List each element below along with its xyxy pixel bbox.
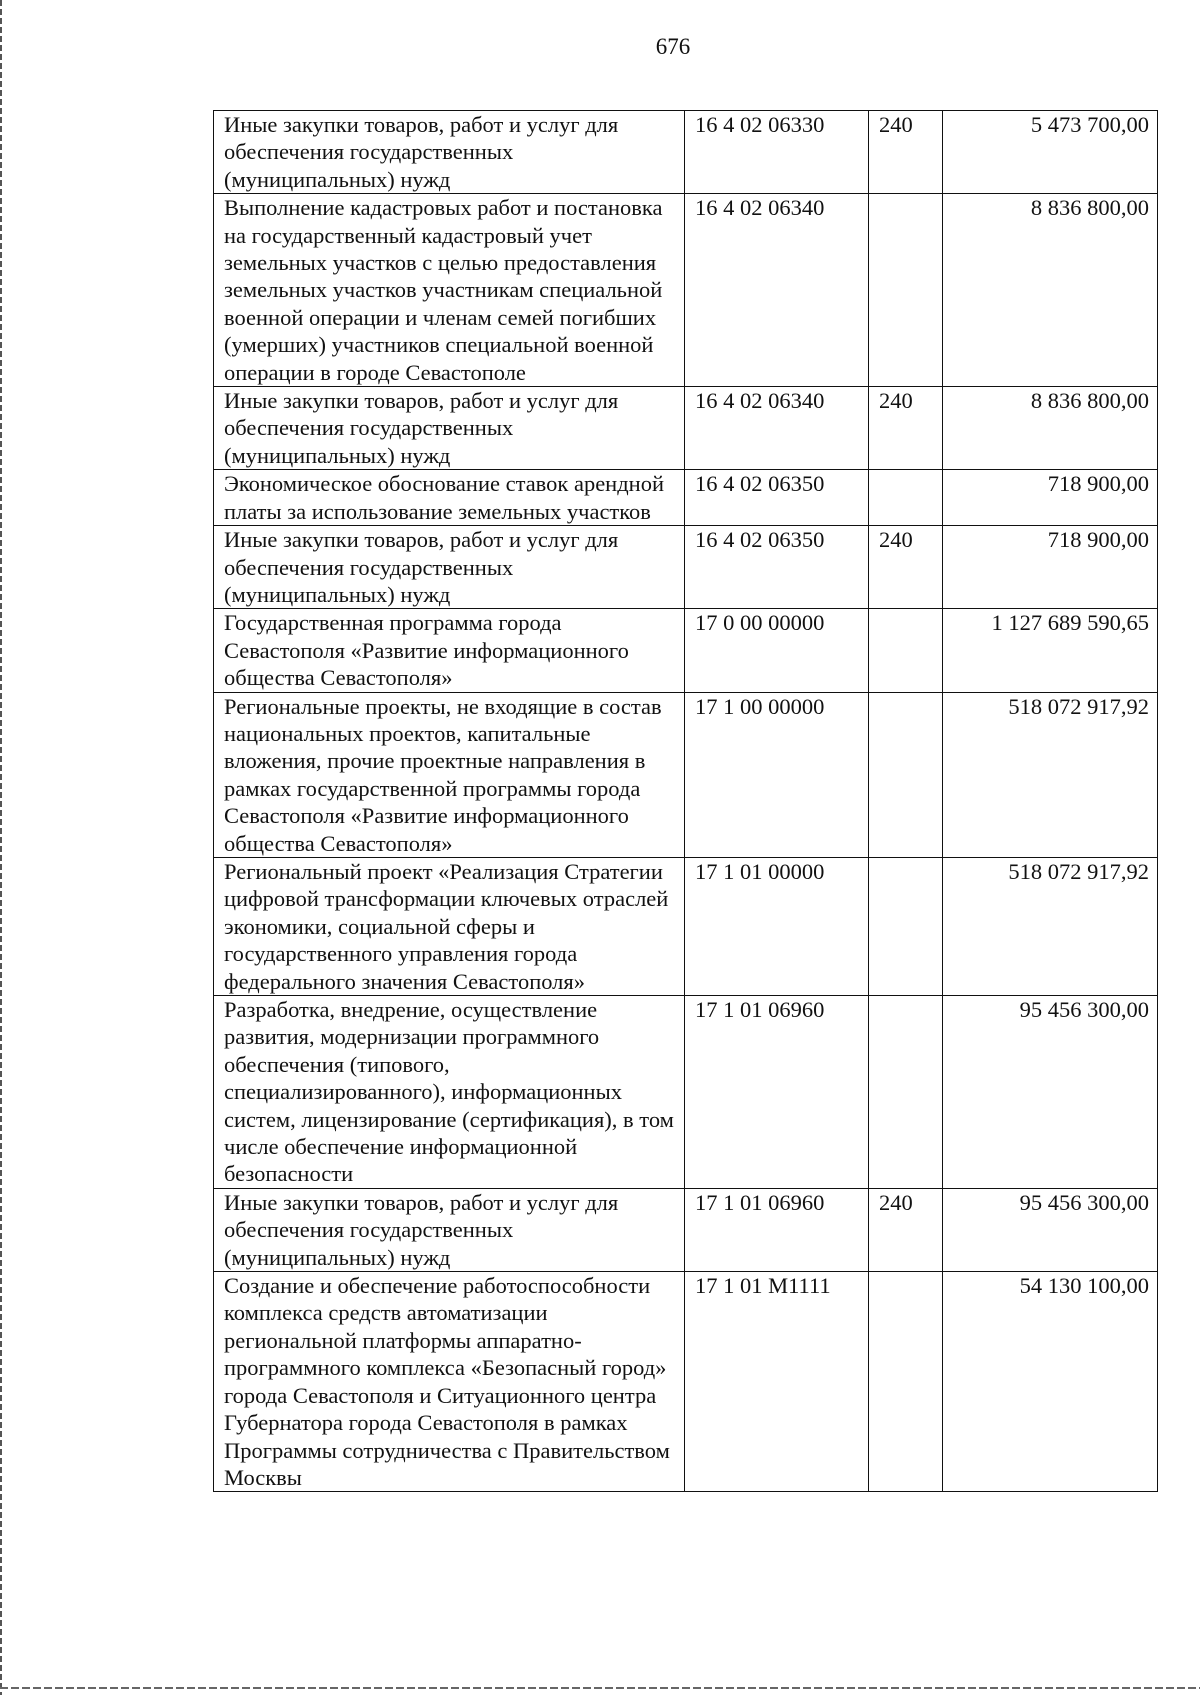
row-type [869,996,943,1189]
row-name: Разработка, внедрение, осуществление развития, модернизации программного обеспечения (типового, специализированного), информационных систем, лицензирование (сертификация), в том числе обеспечение информационной безопасности [214,996,685,1189]
row-sum: 718 900,00 [943,470,1158,526]
row-code: 16 4 02 06330 [685,111,869,194]
row-name: Иные закупки товаров, работ и услуг для обеспечения государственных (муниципальных) нужд [214,1188,685,1271]
scan-edge-bottom [0,1687,1200,1689]
row-name: Создание и обеспечение работоспособности комплекса средств автоматизации региональной платформы аппаратно-программного комплекса «Безопасный город» города Севастополя и Ситуационного центра Губернатора города Севастополя в рамках Программы сотрудничества с Правительством Москвы [214,1272,685,1492]
row-code: 16 4 02 06340 [685,194,869,387]
row-code: 17 1 01 М1111 [685,1272,869,1492]
row-code: 17 1 01 00000 [685,857,869,995]
table-row [214,996,1158,1189]
row-sum: 8 836 800,00 [943,194,1158,387]
table-row [214,857,1158,995]
table-row [214,194,1158,387]
row-sum: 54 130 100,00 [943,1272,1158,1492]
row-name: Выполнение кадастровых работ и постановка на государственный кадастровый учет земельных участков с целью предоставления земельных участков участникам специальной военной операции и членам семей погибших (умерших) участников специальной военной операции в городе Севастополе [214,194,685,387]
table-row [214,526,1158,609]
row-name: Иные закупки товаров, работ и услуг для обеспечения государственных (муниципальных) нужд [214,111,685,194]
row-name: Иные закупки товаров, работ и услуг для обеспечения государственных (муниципальных) нужд [214,526,685,609]
table-row [214,1272,1158,1492]
row-name: Иные закупки товаров, работ и услуг для обеспечения государственных (муниципальных) нужд [214,387,685,470]
row-code: 17 1 01 06960 [685,996,869,1189]
row-sum: 718 900,00 [943,526,1158,609]
row-sum: 8 836 800,00 [943,387,1158,470]
page-number: 676 [655,34,691,59]
row-name: Региональный проект «Реализация Стратегии цифровой трансформации ключевых отраслей экономики, социальной сферы и государственного управления города федерального значения Севастополя» [214,857,685,995]
table-row [214,692,1158,857]
row-type: 240 [869,526,943,609]
row-type [869,1272,943,1492]
scan-edge-left [0,0,2,1695]
row-type: 240 [869,1188,943,1271]
budget-table [213,110,1158,1492]
row-code: 16 4 02 06350 [685,470,869,526]
row-code: 16 4 02 06350 [685,526,869,609]
table-row [214,609,1158,692]
row-type [869,692,943,857]
row-name: Экономическое обоснование ставок арендной платы за использование земельных участков [214,470,685,526]
row-sum: 95 456 300,00 [943,996,1158,1189]
table-row [214,1188,1158,1271]
row-type [869,194,943,387]
row-sum: 518 072 917,92 [943,692,1158,857]
row-code: 16 4 02 06340 [685,387,869,470]
row-code: 17 1 00 00000 [685,692,869,857]
row-sum: 518 072 917,92 [943,857,1158,995]
row-code: 17 0 00 00000 [685,609,869,692]
row-type [869,609,943,692]
row-type: 240 [869,387,943,470]
row-sum: 1 127 689 590,65 [943,609,1158,692]
row-sum: 95 456 300,00 [943,1188,1158,1271]
row-name: Государственная программа города Севастополя «Развитие информационного общества Севастополя» [214,609,685,692]
table-row [214,387,1158,470]
row-type: 240 [869,111,943,194]
row-code: 17 1 01 06960 [685,1188,869,1271]
row-name: Региональные проекты, не входящие в состав национальных проектов, капитальные вложения, прочие проектные направления в рамках государственной программы города Севастополя «Развитие информационного общества Севастополя» [214,692,685,857]
table-row [214,470,1158,526]
table-row [214,111,1158,194]
row-sum: 5 473 700,00 [943,111,1158,194]
row-type [869,857,943,995]
row-type [869,470,943,526]
